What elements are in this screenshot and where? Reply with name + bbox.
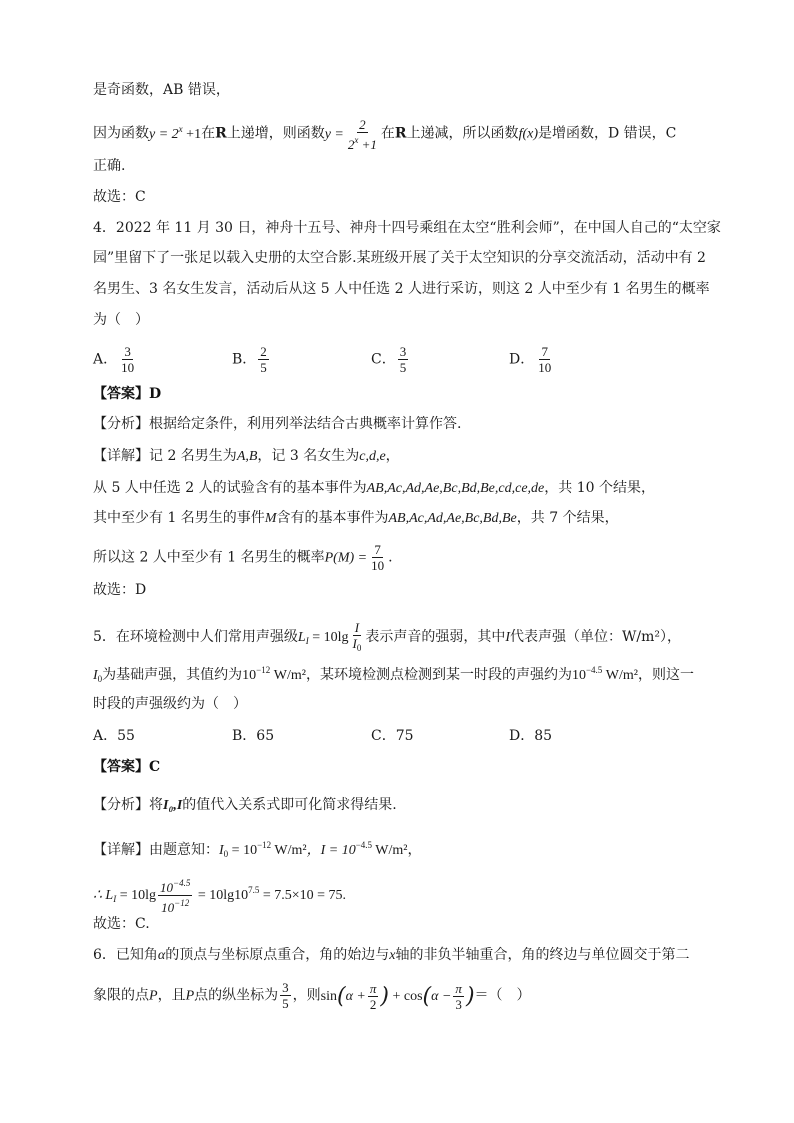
formula-final	[93, 878, 347, 915]
fraction	[398, 344, 409, 375]
text: 【详解】记 2 名男生为	[93, 448, 237, 464]
option-label: D．	[509, 728, 535, 744]
math-text: = 7.5×10 = 75.	[259, 887, 347, 903]
set-r: R	[215, 125, 227, 142]
math-text: AB,Ac,Ad,Ae,Bc,Bd,Be,cd,ce,de	[366, 481, 545, 496]
answer-line	[93, 384, 161, 404]
math-text: sin	[320, 988, 337, 1004]
frac-den	[351, 636, 364, 656]
math-text: I₀,I	[163, 798, 183, 813]
frac-den: 10	[121, 360, 135, 375]
text: 轴的非负半轴重合，角的终边与单位圆交于第二	[395, 947, 690, 963]
frac-num: 3	[399, 344, 407, 359]
math-text: W/m²	[602, 668, 638, 683]
math-text: W/m²	[372, 843, 408, 858]
math-text: I	[505, 630, 511, 646]
text: 上递增，则函数	[226, 125, 325, 142]
question-4-line	[93, 310, 149, 330]
fraction	[453, 981, 464, 1012]
question-6-line	[93, 945, 690, 966]
math-text: 10	[242, 668, 257, 683]
text: ，共 7 个结果，	[516, 510, 619, 526]
math-text: 10	[161, 900, 175, 915]
math-text: α −	[431, 988, 452, 1004]
frac-num: π	[369, 980, 377, 996]
math-text: I	[219, 843, 224, 858]
fraction	[368, 981, 379, 1012]
formula-detail-i0	[219, 840, 422, 859]
fraction	[536, 344, 553, 375]
frac-num: 2	[260, 344, 267, 359]
answer-tag: 【答案】C	[93, 759, 161, 775]
text: ，	[385, 448, 400, 464]
fraction	[258, 344, 269, 375]
math-text: L	[297, 630, 306, 646]
question-4-line	[93, 218, 721, 238]
option-label: D．	[509, 351, 535, 368]
text: 为（ ）	[93, 312, 149, 328]
math-sub: 0	[97, 674, 103, 684]
detail-line	[93, 478, 655, 499]
paren-close: )	[380, 983, 389, 1009]
math-sup: −12	[256, 665, 271, 675]
question-5-line	[93, 620, 681, 656]
formula-trig	[320, 980, 475, 1012]
text: ，则这一	[637, 667, 694, 683]
frac-num: 3	[124, 344, 131, 359]
math-text: = 10	[228, 843, 258, 858]
text-line	[93, 117, 676, 152]
text: 表示声音的强弱，其中	[365, 629, 506, 646]
frac-num: π	[455, 980, 462, 996]
text: ，且	[157, 987, 186, 1004]
base-intensity	[242, 665, 306, 683]
paren-close: )	[465, 983, 475, 1009]
math-text: 10	[160, 880, 173, 895]
math-sup: −4.5	[585, 665, 603, 675]
detail-line	[93, 835, 421, 864]
math-sub: I	[305, 636, 309, 647]
text: 故选：D	[93, 582, 147, 598]
option-value: 75	[395, 728, 414, 744]
text: ，共 10 个结果，	[544, 480, 655, 496]
math-text: = 10lg	[308, 630, 349, 646]
text: 【详解】由题意知：	[93, 842, 219, 858]
math-text: P(M) =	[324, 550, 368, 566]
paren-open: (	[422, 983, 432, 1009]
text-line	[93, 156, 125, 176]
answer-tag: 【答案】D	[93, 386, 162, 402]
math-text: α +	[345, 988, 366, 1004]
question-4-line	[93, 279, 710, 299]
math-text: I	[93, 668, 98, 683]
frac-den: 10	[371, 558, 385, 573]
frac-den: 3	[455, 996, 462, 1012]
text: 4．2022 年 11 月 30 日，神舟十五号、神舟十四号乘组在太空“胜利会师”，在中国人自己的“太空家	[93, 220, 721, 236]
math-sup: x	[354, 135, 359, 145]
text-line	[93, 580, 146, 600]
option-label: B．	[232, 351, 257, 368]
math-text: P	[185, 988, 195, 1004]
option-label: C．	[371, 728, 396, 744]
option-b	[232, 726, 274, 746]
frac-den	[159, 896, 191, 915]
option-d	[509, 726, 552, 746]
math-text: 10	[571, 668, 586, 683]
option-d	[509, 344, 555, 375]
measured-intensity	[571, 665, 638, 683]
text: ，记 3 名女生为	[257, 448, 360, 464]
text: .	[388, 549, 393, 566]
frac-num: 7	[541, 344, 548, 359]
math-text: c,d,e	[359, 449, 386, 464]
math-text: +1	[358, 137, 377, 152]
text: 象限的点	[93, 987, 149, 1004]
option-label: C．	[371, 351, 396, 368]
option-c	[371, 344, 410, 375]
text: 【分析】将	[93, 797, 163, 813]
paren-open: (	[336, 983, 346, 1009]
text: 正确.	[93, 158, 126, 174]
frac-num: 7	[374, 542, 381, 557]
math-text: = 10lg	[116, 887, 156, 903]
math-text: ，I = 10	[306, 843, 356, 858]
option-label: B．	[232, 728, 257, 744]
formula-y-frac	[324, 117, 381, 152]
text: 其中至少有 1 名男生的事件	[93, 510, 265, 526]
text: ，某环境检测点检测到某一时段的声强约为	[305, 667, 572, 683]
text: 时段的声强级约为（ ）	[93, 696, 247, 712]
math-sup: −12	[174, 898, 190, 908]
option-label: A．	[93, 351, 118, 368]
frac-num: I	[354, 620, 360, 635]
formula-li	[297, 620, 365, 653]
math-sup: −4.5	[355, 840, 373, 850]
text: 名男生、3 名女生发言，活动后从这 5 人中任选 2 人进行采访，则这 2 人中至少有 1 名男生的概率	[93, 281, 710, 297]
frac-num	[158, 876, 192, 896]
math-text: x	[389, 948, 396, 963]
option-value: 85	[534, 728, 553, 744]
math-text: I	[352, 636, 357, 651]
math-text: y =	[324, 126, 344, 142]
question-5-line	[93, 694, 247, 714]
math-text: = 10lg10	[194, 887, 249, 903]
text: 是奇函数，AB 错误，	[93, 82, 230, 98]
formula-y-exp	[149, 123, 202, 142]
text-line	[93, 80, 230, 100]
math-sup: −12	[257, 840, 272, 850]
text: 在	[380, 125, 395, 142]
text: 从 5 人中任选 2 人的试验含有的基本事件为	[93, 480, 367, 496]
text: 故选：C.	[93, 916, 150, 932]
text: 在	[201, 125, 216, 142]
text: 6．已知角	[93, 947, 158, 963]
math-text: +1	[182, 126, 202, 142]
fraction	[280, 980, 291, 1011]
text: ，则	[292, 987, 321, 1004]
text: ＝（ ）	[474, 987, 531, 1004]
formula-fx: f(x)	[518, 126, 538, 142]
frac-den	[346, 133, 379, 152]
math-text: M	[264, 511, 277, 526]
answer-line	[93, 757, 160, 777]
frac-den: 10	[538, 360, 552, 375]
fraction	[351, 620, 364, 656]
frac-den: 2	[369, 996, 377, 1012]
detail-line	[93, 542, 393, 573]
frac-den: 5	[399, 360, 407, 375]
option-a	[93, 726, 135, 746]
math-text: AB,Ac,Ad,Ae,Bc,Bd,Be	[388, 511, 517, 526]
formula-i0	[93, 668, 102, 683]
frac-num: 2	[359, 117, 366, 132]
text: 的顶点与坐标原点重合，角的始边与	[165, 947, 390, 963]
question-5-line	[93, 660, 694, 689]
frac-den: 5	[260, 360, 267, 375]
analysis-line	[93, 795, 397, 816]
text: 因为函数	[93, 125, 149, 142]
text: 代表声强（单位：W/m²），	[510, 629, 682, 646]
text: 所以这 2 人中至少有 1 名男生的概率	[93, 549, 325, 566]
math-text: P	[149, 988, 158, 1004]
option-c	[371, 726, 414, 746]
text: 为基础声强，其值约为	[102, 667, 243, 683]
fraction	[346, 117, 379, 152]
question-4-line	[93, 248, 706, 268]
option-label: A．	[93, 728, 118, 744]
math-text: 2	[347, 137, 355, 152]
math-text: + cos	[388, 988, 423, 1004]
math-text: y = 2	[149, 126, 179, 142]
text: 上递减，所以函数	[406, 125, 519, 142]
text: 点的纵坐标为	[194, 987, 279, 1004]
question-6-line	[93, 980, 531, 1012]
fraction	[119, 344, 136, 375]
frac-den: 5	[282, 996, 289, 1011]
text: 故选：C	[93, 189, 146, 205]
detail-line	[93, 446, 400, 467]
math-text: W/m²	[271, 843, 307, 858]
math-sup: −4.5	[173, 878, 191, 888]
math-text: ，	[407, 843, 422, 858]
option-value: 55	[117, 728, 135, 744]
math-sup: 7.5	[248, 884, 260, 895]
text-line	[93, 187, 146, 207]
math-text: α	[157, 948, 166, 963]
frac-num: 3	[282, 980, 289, 995]
fraction	[369, 542, 386, 573]
detail-line	[93, 508, 619, 529]
math-text: A,B	[236, 449, 258, 464]
math-sub: 0	[223, 849, 229, 859]
math-sub: 0	[356, 643, 362, 653]
text: 是增函数，D 错误，C	[538, 125, 677, 142]
text-line	[93, 914, 150, 934]
text: 5．在环境检测中人们常用声强级	[93, 629, 298, 646]
detail-line	[93, 876, 346, 915]
option-value: 65	[256, 728, 275, 744]
fraction	[158, 876, 192, 915]
math-sub: I	[113, 893, 117, 904]
text: 园”里留下了一张足以载入史册的太空合影.某班级开展了关于太空知识的分享交流活动，活动中有 2	[93, 250, 706, 266]
text: 含有的基本事件为	[276, 510, 389, 526]
option-b	[232, 344, 271, 375]
math-text: ∴ L	[93, 887, 114, 903]
text: 【分析】根据给定条件，利用列举法结合古典概率计算作答.	[93, 416, 462, 432]
math-text: W/m²	[270, 668, 306, 683]
option-a	[93, 344, 138, 375]
set-r: R	[394, 125, 407, 142]
text: 的值代入关系式即可化简求得结果.	[182, 797, 397, 813]
math-sup: x	[178, 123, 183, 134]
analysis-line	[93, 414, 461, 434]
